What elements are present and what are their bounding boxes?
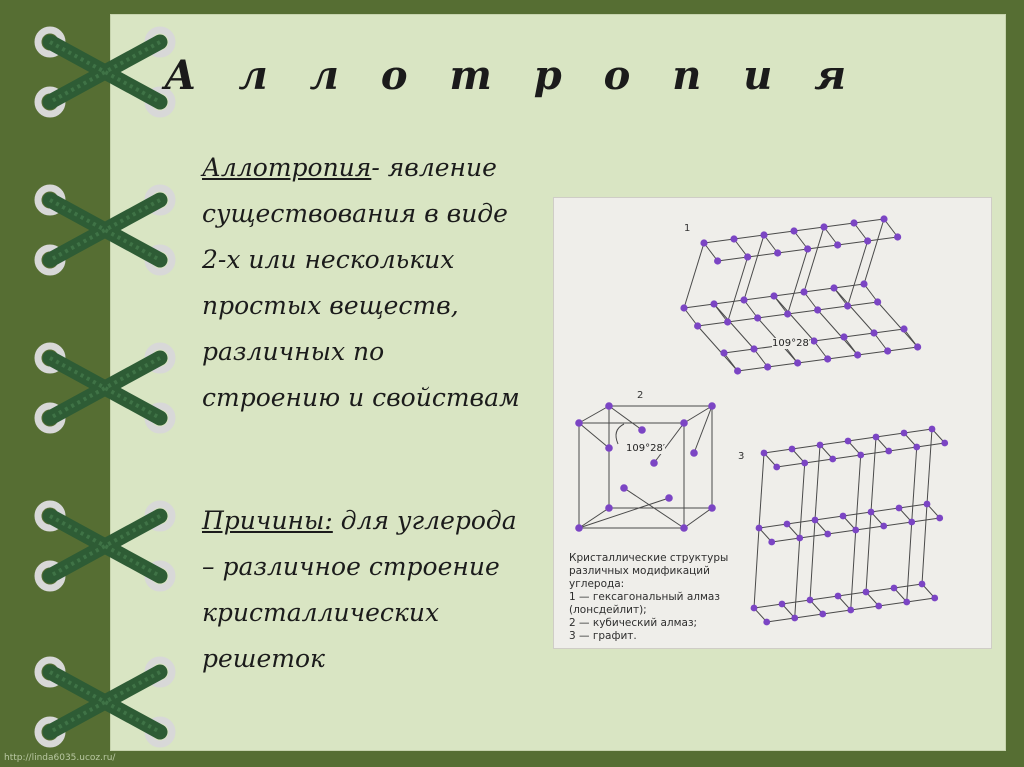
- definition-term: Аллотропия: [202, 153, 372, 182]
- causes-text: [202, 498, 542, 682]
- figure-label-1: 1: [684, 223, 691, 234]
- graphite-lattice: [751, 426, 949, 626]
- lace-cross-icon: [38, 504, 172, 588]
- caption-line: углерода:: [569, 578, 625, 590]
- slide-title: А л л о т р о п и я: [163, 52, 861, 99]
- causes-line-2: – различное строение: [202, 552, 500, 581]
- causes-line-3: кристаллических: [202, 598, 440, 627]
- figure-label-3: 3: [738, 451, 745, 462]
- caption-line: 2 — кубический алмаз;: [569, 617, 698, 629]
- definition-line-1: [202, 145, 542, 191]
- lace-cross-icon: [38, 188, 172, 272]
- definition-line-2: существования в виде: [202, 199, 508, 228]
- bond-angle-label-2: 109°28′: [626, 443, 666, 454]
- crystal-structures-figure: [553, 197, 992, 649]
- definition-line-1-rest: - явление: [371, 153, 497, 182]
- caption-line: 3 — графит.: [569, 630, 637, 642]
- lace-cross-icon: [38, 346, 172, 430]
- lacing-decoration: [0, 0, 200, 767]
- causes-term: Причины:: [202, 506, 333, 535]
- caption-line: Кристаллические структуры: [569, 552, 729, 564]
- definition-line-5: различных по: [202, 337, 385, 366]
- cubic-diamond-lattice: [575, 402, 716, 532]
- caption-line: (лонсдейлит);: [569, 604, 647, 616]
- causes-line-1-rest: для углерода: [332, 506, 517, 535]
- lace-cross-icon: [38, 660, 172, 744]
- figure-caption: [569, 552, 739, 643]
- hexagonal-diamond-lattice: [680, 215, 921, 374]
- causes-line-1: [202, 498, 542, 544]
- causes-line-4: решеток: [202, 644, 325, 673]
- watermark-url: http://linda6035.ucoz.ru/: [4, 753, 116, 763]
- definition-line-4: простых веществ,: [202, 291, 459, 320]
- figure-label-2: 2: [637, 390, 644, 401]
- caption-line: 1 — гексагональный алмаз: [569, 591, 720, 603]
- definition-line-3: 2-х или нескольких: [202, 245, 455, 274]
- definition-line-6: строению и свойствам: [202, 383, 520, 412]
- caption-line: различных модификаций: [569, 565, 710, 577]
- bond-angle-label-1: 109°28′: [772, 338, 812, 349]
- definition-text: [202, 145, 542, 421]
